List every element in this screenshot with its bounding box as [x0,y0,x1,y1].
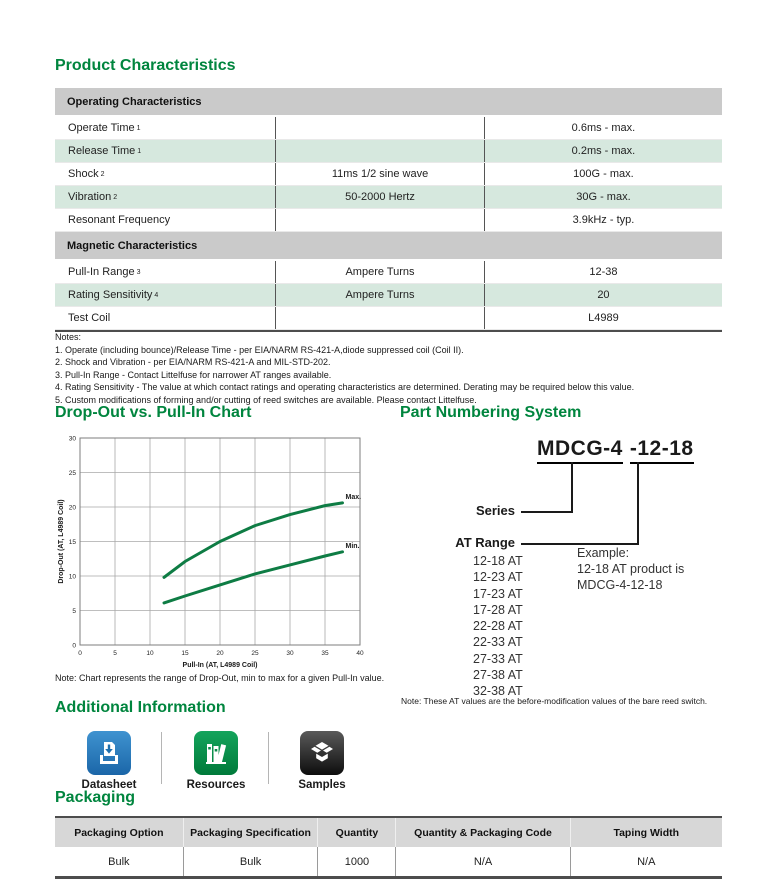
at-range-list [473,553,523,700]
table-row [55,117,722,140]
at-range-item: 32-38 AT [473,684,523,699]
books-icon [194,731,238,775]
product-characteristics-heading: Product Characteristics [55,57,236,74]
table-row [55,209,722,232]
svg-text:5: 5 [72,607,76,615]
characteristics-table [55,88,722,332]
resources-link[interactable] [181,731,251,791]
svg-text:30: 30 [68,435,76,443]
divider [161,732,162,784]
packaging-header-cell: Taping Width [613,826,680,839]
example-title: Example: [577,546,630,560]
table-row [55,307,722,330]
example-part-number: MDCG-4-12-18 [577,578,663,592]
packaging-header-cell: Quantity & Packaging Code [396,818,570,847]
svg-text:5: 5 [113,650,117,657]
table-row [55,163,722,186]
row-condition [276,140,485,162]
packaging-cell: N/A [396,847,570,876]
packaging-cell: Bulk [184,847,319,876]
divider [268,732,269,784]
row-label: Vibration 2 [55,186,276,208]
row-condition: Ampere Turns [276,261,485,283]
svg-text:0: 0 [72,642,76,650]
note-item: 4. Rating Sensitivity - The value at which contact ratings and operating characteristics are determined. Derating may be required below this value. [55,382,635,393]
table-section-header: Magnetic Characteristics [55,232,722,259]
svg-text:35: 35 [321,650,329,657]
dropout-pullin-chart [55,431,380,689]
row-label: Release Time 1 [55,140,276,162]
packaging-cell: 1000 [318,847,396,876]
chart-note: Note: Chart represents the range of Drop-Out, min to max for a given Pull-In value. [55,673,385,683]
packaging-table [55,816,722,879]
part-numbering-note: Note: These AT values are the before-modification values of the bare reed switch. [401,696,708,706]
connector-line [571,462,573,513]
row-label: Test Coil [55,307,276,329]
svg-text:15: 15 [181,650,189,657]
samples-label: Samples [298,779,346,791]
row-condition [276,117,485,139]
additional-information-heading: Additional Information [55,699,226,716]
packaging-cell: N/A [637,855,656,868]
packaging-heading: Packaging [55,789,136,806]
at-range-item: 22-33 AT [473,635,523,650]
svg-text:10: 10 [68,573,76,581]
at-range-item: 17-28 AT [473,602,523,617]
connector-line [637,462,639,545]
at-range-item: 17-23 AT [473,586,523,601]
svg-text:Drop-Out (AT, L4989 Coil): Drop-Out (AT, L4989 Coil) [58,499,65,584]
note-item: 3. Pull-In Range - Contact Littelfuse for narrower AT ranges available. [55,369,332,380]
row-label: Rating Sensitivity 4 [55,284,276,306]
svg-text:30: 30 [286,650,294,657]
row-value: 12-38 [589,266,618,278]
packaging-header-cell: Packaging Specification [184,818,319,847]
at-range-item: 12-18 AT [473,554,523,568]
packaging-bottom-border [55,876,722,879]
connector-line [521,511,573,513]
at-range-item: 22-28 AT [473,619,523,634]
svg-text:Max.: Max. [345,493,362,501]
svg-text:Min.: Min. [345,542,360,550]
table-section-header: Operating Characteristics [55,88,722,115]
table-row [55,140,722,163]
row-value: 100G - max. [573,168,634,180]
table-row [55,284,722,307]
note-item: 2. Shock and Vibration - per EIA/NARM RS-421-A and MIL-STD-202. [55,357,331,368]
series-label: Series [475,503,515,518]
at-range-item: 27-38 AT [473,668,523,683]
part-number-series: MDCG-4 [537,437,623,464]
row-condition: 11ms 1/2 sine wave [276,163,485,185]
note-item: 1. Operate (including bounce)/Release Time - per EIA/NARM RS-421-A,diode suppressed coil (Coil II). [55,344,464,355]
part-number [537,437,694,464]
row-value: 3.9kHz - typ. [572,214,635,226]
svg-text:20: 20 [216,650,224,657]
table-row [55,261,722,284]
svg-text:40: 40 [356,650,364,657]
packaging-header-cell: Packaging Option [55,818,184,847]
row-condition: 50-2000 Hertz [276,186,485,208]
row-label: Pull-In Range 3 [55,261,276,283]
row-value: 0.2ms - max. [571,145,636,157]
download-document-icon [87,731,131,775]
note-item: 5. Custom modifications of forming and/or cutting of reed switches are available. Please contact Littelfuse. [55,394,477,405]
part-numbering-heading: Part Numbering System [400,404,582,421]
row-condition: Ampere Turns [276,284,485,306]
at-range-item: 12-23 AT [473,570,523,585]
chart-heading: Drop-Out vs. Pull-In Chart [55,404,252,421]
example-block [577,545,684,593]
row-condition [276,307,485,329]
svg-text:Pull-In (AT, L4989 Coil): Pull-In (AT, L4989 Coil) [182,662,258,669]
row-condition [276,209,485,231]
row-label: Shock 2 [55,163,276,185]
datasheet-link[interactable] [74,731,144,791]
example-text: 12-18 AT product is [577,562,685,576]
samples-link[interactable] [287,731,357,791]
at-range-label: AT Range [455,535,515,550]
packaging-header-row [55,818,722,847]
datasheet-label: Datasheet [81,779,137,791]
packaging-cell: Bulk [55,847,184,876]
row-value: 0.6ms - max. [571,122,636,134]
notes-block [55,331,720,407]
svg-text:10: 10 [146,650,154,657]
notes-title: Notes: [55,332,82,342]
notes-items [55,344,720,407]
part-number-suffix: -12-18 [630,437,694,464]
row-value: 30G - max. [576,191,631,203]
svg-text:25: 25 [68,469,76,477]
row-value: 20 [597,289,610,301]
table-row [55,186,722,209]
packaging-row [55,847,722,876]
row-label: Operate Time 1 [55,117,276,139]
row-label: Resonant Frequency [55,209,276,231]
row-value: L4989 [588,312,619,324]
packaging-header-cell: Quantity [318,818,396,847]
svg-text:25: 25 [251,650,259,657]
at-range-item: 27-33 AT [473,651,523,666]
svg-text:15: 15 [68,538,76,546]
resources-label: Resources [186,779,246,791]
svg-text:20: 20 [68,504,76,512]
svg-text:0: 0 [78,650,82,657]
open-box-icon [300,731,344,775]
